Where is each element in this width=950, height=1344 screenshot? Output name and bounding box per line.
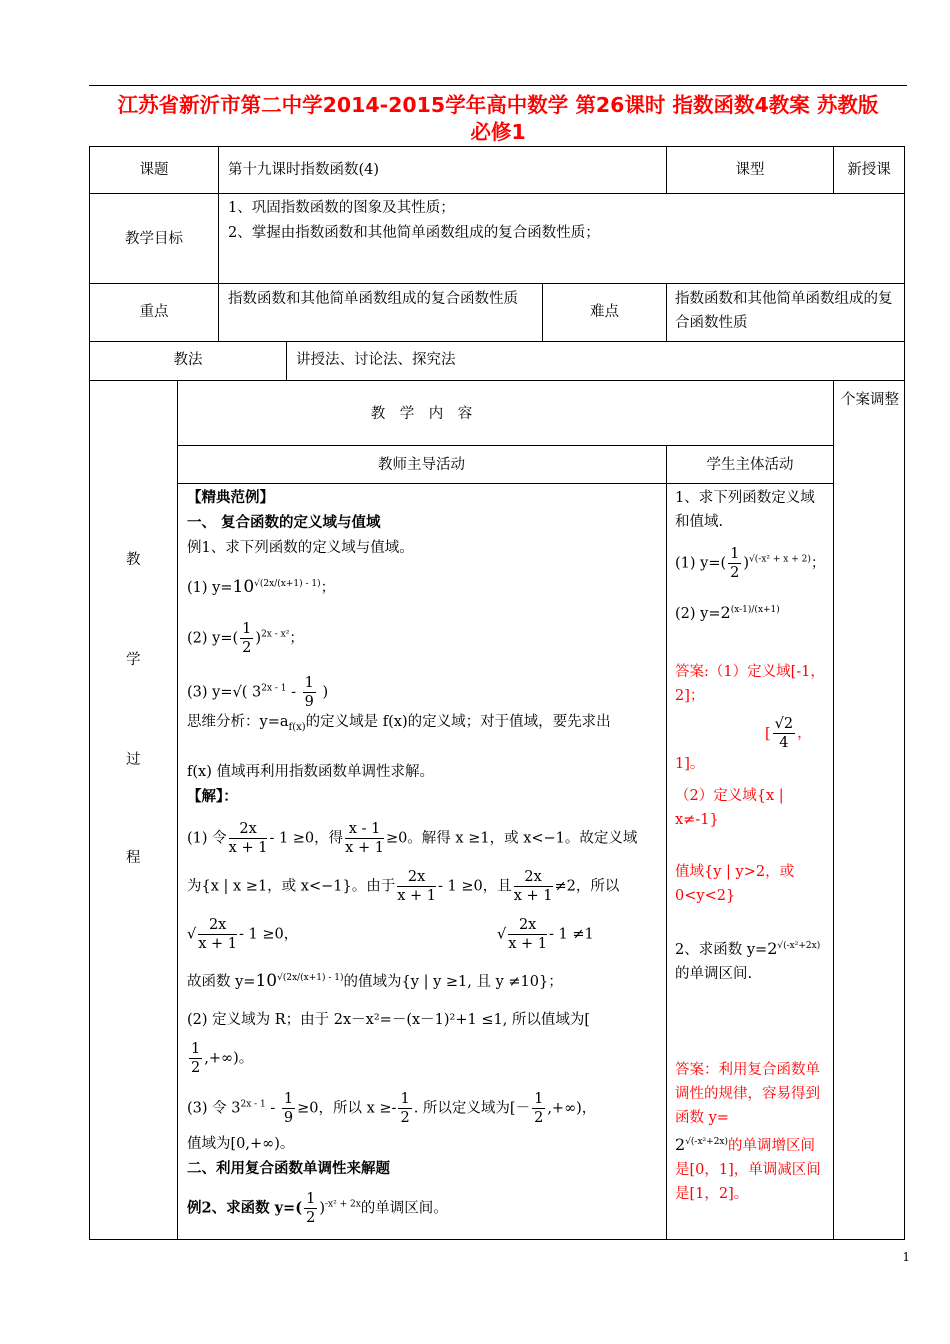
process-label-1: 教 (126, 552, 141, 568)
solution-line-1: (1) 令 $\frac{2x}{x + 1}$ - 1 ≥0，得 $\frac{x - 1}{x + 1}$ ≥0。解得 x ≥1，或 x<−1。故定义域 (187, 821, 638, 856)
student-answer-2: （2）定义域{x | x≠-1} (675, 788, 784, 828)
sub-header-rule (177, 483, 834, 484)
student-formula-1: (1) y=( $\frac{1}{2}$ )$^{√(-x^2 + x + 2)}$； (675, 546, 826, 581)
solution-line-4: 故函数 $y=10^{√(2x/(x+1) - 1)}$的值域为{y | y ≥1, 且 y ≠10}； (187, 970, 563, 991)
student-answer-3: 答案：利用复合函数单调性的规律，容易得到函数 y= $2^{√(-x^2+2x)}$的单调增区间是[0，1]，单调减区间是[1，2]。 (675, 1062, 821, 1202)
topic-value: 第十九课时指数函数(4) (228, 162, 380, 178)
example-2: 例2、求函数 y=( $\frac{1}{2}$ )$^{-x^2 + 2x}$的单调区间。 (187, 1191, 448, 1226)
analysis-line-2: f(x) 值域再利用指数函数单调性求解。 (187, 764, 434, 780)
student-answer-2b: 值域{y | y>2，或0<y<2} (675, 864, 795, 904)
process-label-4: 程 (126, 850, 141, 866)
student-question-2: 2、求函数 $y=2^{√(-x^2+2x)}$的单调区间. (675, 938, 821, 982)
solution-line-8: 值域为[0,+∞)。 (187, 1136, 295, 1152)
page-number: 1 (902, 1250, 910, 1264)
formula-3: (3) y=√( $3^{2x - 1}$ - $\frac{1}{9}$ ) (187, 675, 329, 710)
solution-tag: 【解】： (187, 788, 238, 805)
formula-1: (1) $y=10^{√(2x/(x+1) - 1)}$； (187, 576, 336, 597)
diff-label: 难点 (590, 304, 619, 320)
solution-line-7: (3) 令 $3^{2x - 1}$ - $\frac{1}{9}$ ≥0，所以 x ≥- $\frac{1}{2}$ . 所以定义域为[－ $\frac{1}{2}$ ,+∞)， (187, 1091, 597, 1126)
solution-line-2: 为{x | x ≥1，或 x<−1}。由于 $\frac{2x}{x + 1}$ - 1 ≥0，且 $\frac{2x}{x + 1}$ ≠2，所以 (187, 869, 620, 904)
student-question-1: 1、求下列函数定义域和值域. (675, 490, 815, 530)
solution-line-3b: √ $\frac{2x}{x + 1}$ - 1 ≠1 (497, 917, 594, 952)
key-value: 指数函数和其他简单函数组成的复合函数性质 (228, 291, 518, 307)
goal-item-1: 1、巩固指数函数的图象及其性质； (228, 200, 455, 216)
method-value: 讲授法、讨论法、探究法 (296, 352, 456, 368)
student-header: 学生主体活动 (706, 457, 794, 473)
formula-2: (2) y=( $\frac{1}{2}$ )$^{2x - x^2}$； (187, 621, 304, 656)
title-line-2: 必修1 (470, 120, 526, 144)
type-label: 课型 (735, 162, 765, 178)
process-label-3: 过 (126, 752, 141, 768)
solution-line-6: $\frac{1}{2}$ ,+∞)。 (191, 1041, 254, 1076)
student-formula-2: (2) $y=2^{(x-1)/(x+1)}$ (675, 602, 780, 622)
document-title (80, 92, 916, 146)
solution-line-3a: √ $\frac{2x}{x + 1}$ - 1 ≥0， (187, 917, 299, 952)
title-line-1: 江苏省新沂市第二中学2014-2015学年高中数学 第26课时 指数函数4教案 苏教版 (117, 93, 879, 117)
section-2-heading: 二、利用复合函数单调性来解题 (187, 1160, 390, 1177)
student-divider (666, 445, 667, 1240)
example-tag: 【精典范例】 (187, 489, 274, 506)
solution-line-5: (2) 定义域为 R；由于 2x－x²=－(x－1)²+1 ≤1, 所以值域为[ (187, 1012, 591, 1028)
goal-label: 教学目标 (125, 231, 183, 247)
analysis-line-1: 思维分析：$y=a_{f(x)}$的定义域是 f(x)的定义域；对于值域，要先求出 (187, 714, 611, 733)
example-1: 例1、求下列函数的定义域与值域。 (187, 540, 414, 556)
section-1-heading: 一、 复合函数的定义域与值域 (187, 514, 381, 531)
type-value: 新授课 (847, 162, 891, 178)
header-rule (89, 85, 907, 86)
topic-label: 课题 (139, 162, 169, 178)
teacher-header: 教师主导活动 (378, 457, 465, 473)
process-divider (177, 380, 178, 1240)
goal-item-2: 2、掌握由指数函数和其他简单函数组成的复合函数性质； (228, 225, 600, 241)
adjust-header: 个案调整 (841, 392, 899, 408)
method-label: 教法 (173, 352, 203, 368)
key-label: 重点 (139, 304, 169, 320)
student-answer-1b: [ $\frac{√2}{4}$ ，1]。 (675, 716, 812, 772)
process-label-2: 学 (126, 652, 141, 668)
content-header: 教 学 内 容 (370, 406, 473, 422)
content-header-rule (177, 445, 834, 446)
diff-value: 指数函数和其他简单函数组成的复合函数性质 (675, 291, 893, 331)
adjust-divider (833, 380, 834, 1240)
student-answer-1: 答案:（1）定义域[-1，2]； (675, 664, 825, 704)
